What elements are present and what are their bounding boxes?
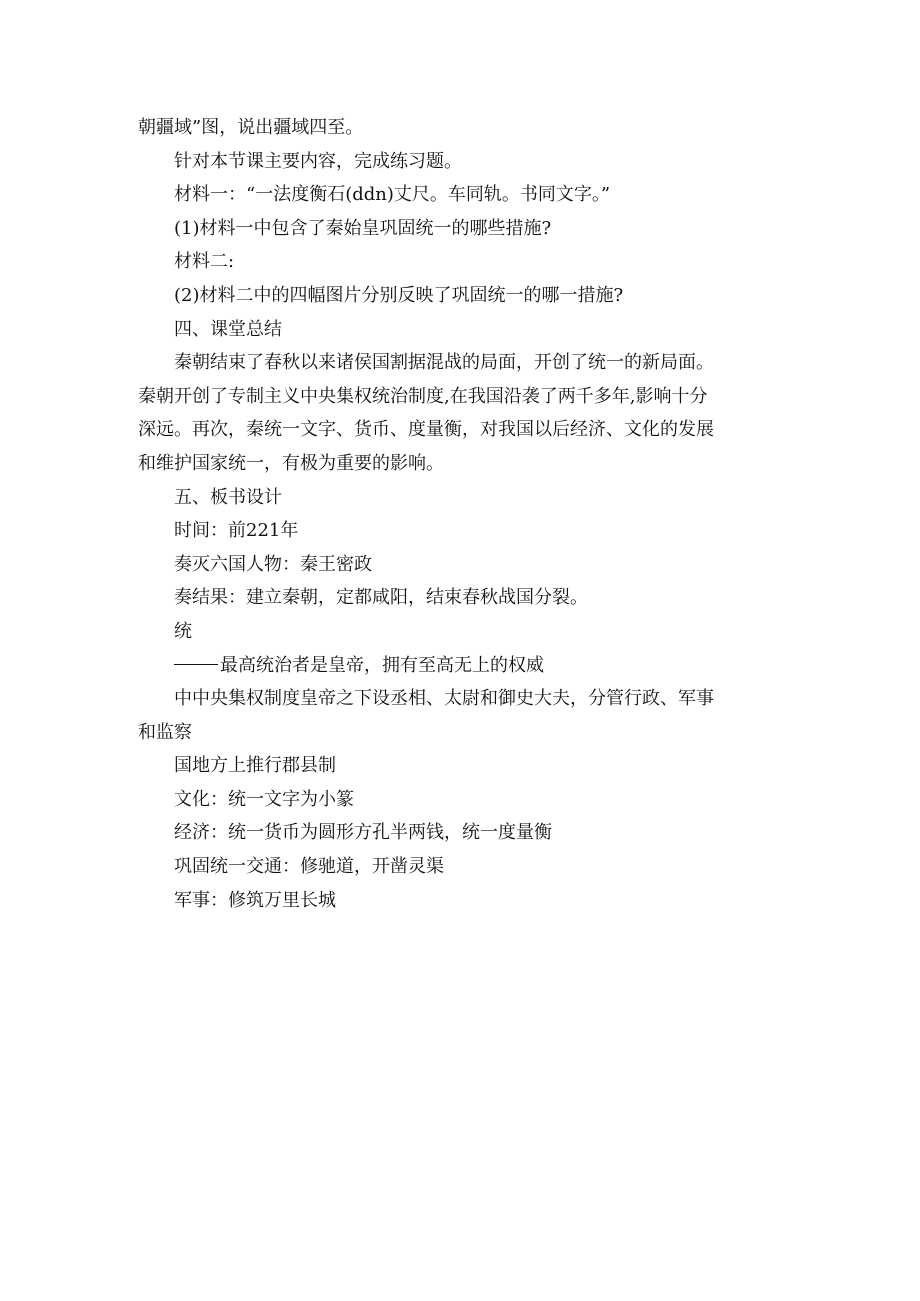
paragraph-line: 和维护国家统一，有极为重要的影响。 — [138, 452, 444, 474]
board-line: 军事：修筑万里长城 — [174, 889, 336, 911]
text-line: 材料二: — [174, 251, 235, 273]
section-heading: 四、课堂总结 — [174, 318, 282, 340]
long-dash — [174, 664, 218, 665]
section-heading: 五、板书设计 — [174, 486, 282, 508]
board-line: 奏灭六国人物：秦王密政 — [174, 553, 372, 575]
board-line: 文化：统一文字为小篆 — [174, 788, 354, 810]
board-line-text: 最高统治者是皇帝，拥有至高无上的权威 — [220, 654, 544, 676]
paragraph-line: 深远。再次，秦统一文字、货币、度量衡，对我国以后经济、文化的发展 — [138, 419, 714, 441]
board-line: 经济：统一货币为圆形方孔半两钱，统一度量衡 — [174, 822, 552, 844]
board-line: 国地方上推行郡县制 — [174, 755, 336, 777]
document-body — [138, 111, 788, 917]
paragraph-line: 秦朝结束了春秋以来诸侯国割据混战的局面，开创了统一的新局面。 — [174, 352, 714, 374]
board-line: 奏结果：建立秦朝，定都咸阳，结束春秋战国分裂。 — [174, 587, 588, 609]
board-line: 中中央集权制度皇帝之下设丞相、太尉和御史大夫，分管行政、军事 — [174, 688, 714, 710]
paragraph-line: 秦朝开创了专制主义中央集权统治制度,在我国沿袭了两千多年,影响十分 — [138, 385, 708, 407]
text-line: 材料一：“一法度衡石(ddn)丈尺。车同轨。书同文字。” — [174, 184, 611, 206]
board-line: 和监察 — [138, 721, 192, 743]
board-line: 统 — [174, 620, 192, 642]
board-line — [138, 649, 788, 683]
board-line: 巩固统一交通：修驰道，开凿灵渠 — [174, 856, 444, 878]
question-line: (2)材料二中的四幅图片分别反映了巩固统一的哪一措施? — [174, 284, 624, 306]
question-line: (1)材料一中包含了秦始皇巩固统一的哪些措施? — [174, 217, 552, 239]
text-line: 朝疆域”图，说出疆域四至。 — [138, 117, 364, 138]
text-line: 针对本节课主要内容，完成练习题。 — [174, 150, 462, 172]
board-line: 时间：前221年 — [174, 520, 299, 542]
